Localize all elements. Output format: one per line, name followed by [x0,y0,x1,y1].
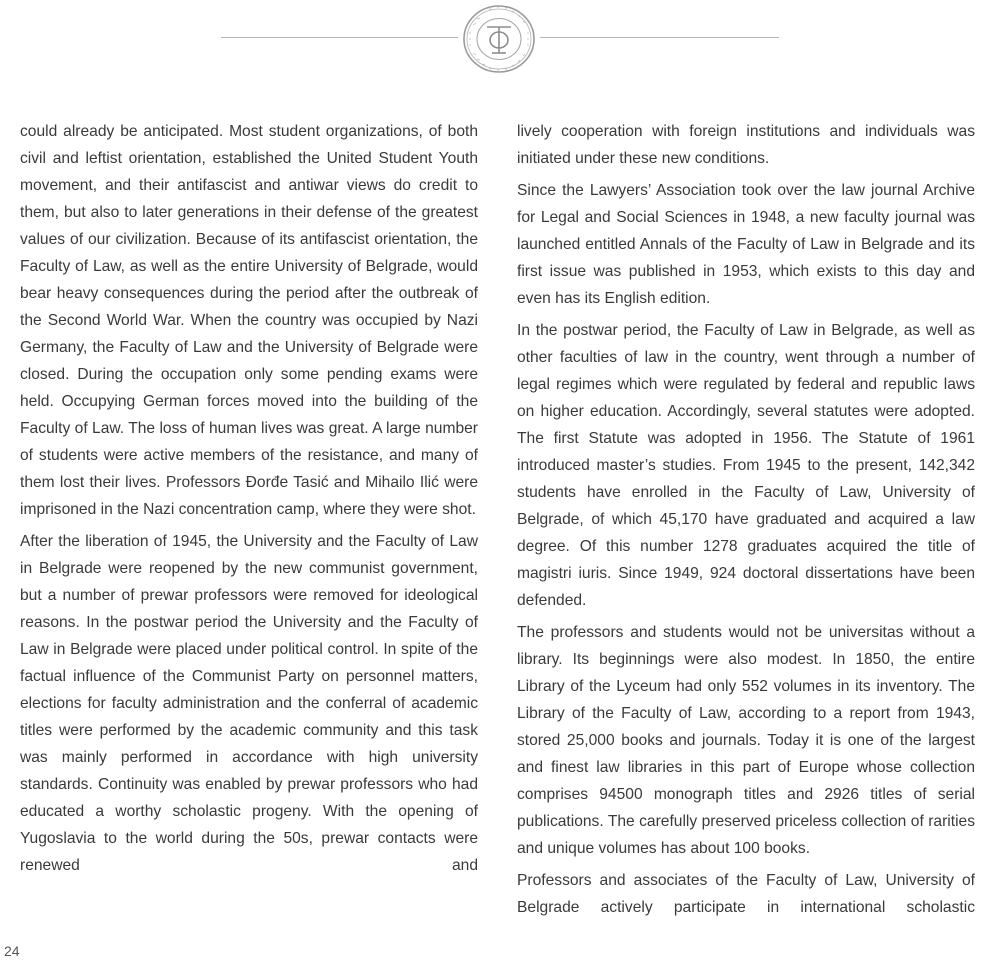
right-paragraph-4: The professors and students would not be universitas without a library. Its beginnings were also modest. In 1850, the entire Library of the Lyceum had only 552 volumes in its inventory. The Library of the Faculty of Law, according to a report from 1943, stored 25,000 books and journals. Today it is one of the largest and finest law libraries in this part of Europe whose collection comprises 94500 monograph titles and 2926 titles of serial publications. The carefully preserved priceless collection of rarities and unique volumes has about 100 books. [517,624,975,857]
university-seal-icon [461,3,537,75]
page-header [0,0,998,80]
right-paragraph-2: Since the Lawyers’ Association took over the law journal Archive for Legal and Social Sciences in 1948, a new faculty journal was launched entitled Annals of the Faculty of Law in Belgrade and its first issue was published in 1953, which exists to this day and even has its English edition. [517,182,975,307]
right-text-column [517,118,975,926]
right-paragraph-3: In the postwar period, the Faculty of Law in Belgrade, as well as other faculties of law in the country, went through a number of legal regimes which were regulated by federal and republic laws on higher education. Accordingly, several statutes were adopted. The first Statute was adopted in 1956. The Statute of 1961 introduced master’s studies. From 1945 to the present, 142,342 students have enrolled in the Faculty of Law, University of Belgrade, of which 45,170 have graduated and acquired a law degree. Of this number 1278 graduates acquired the title of magistri iuris. Since 1949, 924 doctoral dissertations have been defended. [517,322,975,609]
left-paragraph-2: After the liberation of 1945, the University and the Faculty of Law in Belgrade were reopened by the new communist government, but a number of prewar professors were removed for ideological reasons. In the postwar period the University and the Faculty of Law in Belgrade were placed under political control. In spite of the factual influence of the Communist Party on personnel matters, elections for faculty administration and the conferral of academic titles were performed by the academic community and this task was mainly performed in accordance with high university standards. Continuity was enabled by prewar professors who had educated a worthy scholastic progeny. With the opening of Yugoslavia to the world during the 50s, prewar contacts were renewed and [20,533,478,874]
right-paragraph-1: lively cooperation with foreign institutions and individuals was initiated under these new conditions. [517,123,975,167]
left-text-column [20,118,478,884]
header-rule-right [540,37,779,38]
right-paragraph-5: Professors and associates of the Faculty of Law, University of Belgrade actively participate in international scholastic [517,872,975,916]
page-number: 24 [4,943,20,959]
left-paragraph-1: could already be anticipated. Most student organizations, of both civil and leftist orientation, established the United Student Youth movement, and their antifascist and antiwar views do credit to them, but also to later generations in their defense of the greatest values of our civilization. Because of its antifascist orientation, the Faculty of Law, as well as the entire University of Belgrade, would bear heavy consequences during the period after the outbreak of the Second World War. When the country was occupied by Nazi Germany, the Faculty of Law and the University of Belgrade were closed. During the occupation only some pending exams were held. Occupying German forces moved into the building of the Faculty of Law. The loss of human lives was great. A large number of students were active members of the resistance, and many of them lost their lives. Professors Đorđe Tasić and Mihailo Ilić were imprisoned in the Nazi concentration camp, where they were shot. [20,123,478,518]
header-rule-left [221,37,458,38]
